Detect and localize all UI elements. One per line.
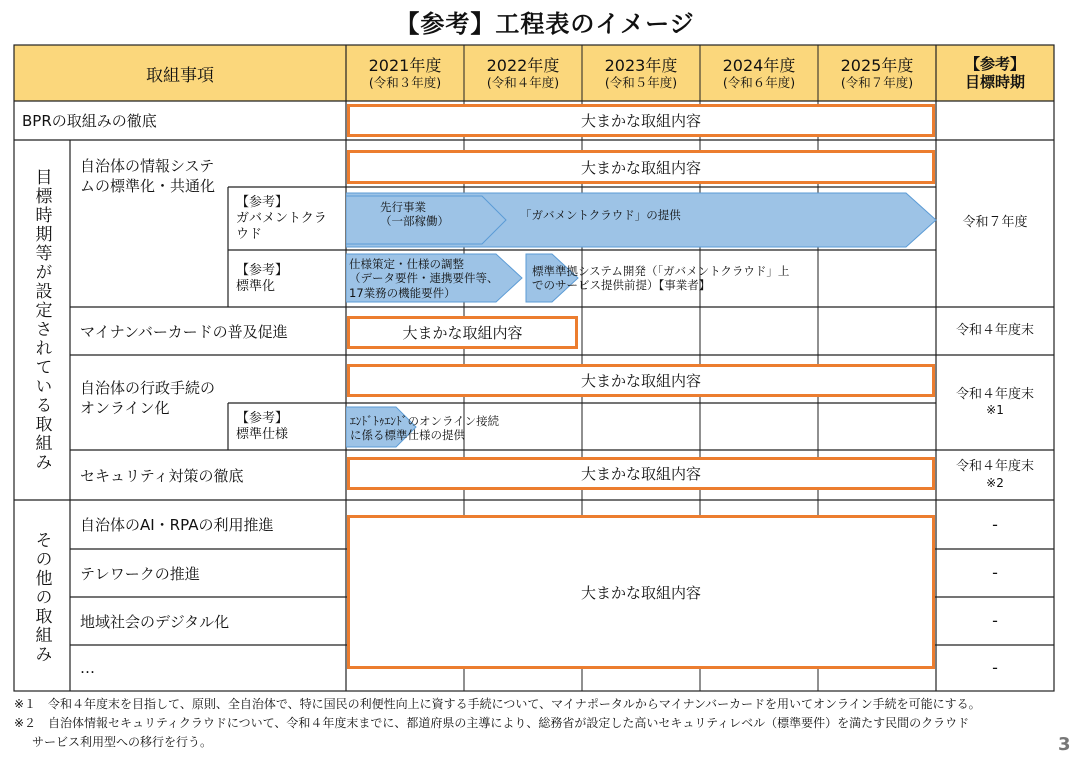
sub-label-line1: 【参考】 bbox=[236, 194, 289, 210]
target-online bbox=[936, 355, 1054, 450]
sub-label-gov-cloud bbox=[236, 190, 328, 248]
bar-security: 大まかな取組内容 bbox=[347, 457, 935, 490]
row-label-online: 自治体の行政手続のオンライン化 bbox=[80, 379, 216, 418]
bar-standardization: 大まかな取組内容 bbox=[347, 150, 935, 184]
target-regional: - bbox=[992, 611, 998, 630]
pilot-line1: 先行事業 bbox=[380, 200, 426, 214]
target-header-line1: 【参考】 bbox=[964, 55, 1025, 73]
target-mynumber: 令和４年度末 bbox=[955, 322, 1034, 338]
group-label-targeted: 目標時期等が設定されている取組み bbox=[31, 168, 52, 472]
target-more: - bbox=[992, 658, 998, 677]
spec-line2: （データ要件・連携要件等、 bbox=[349, 271, 499, 286]
target-ai-rpa: - bbox=[992, 514, 998, 534]
online-spec-line1: ｴﾝﾄﾞﾄｩｴﾝﾄﾞのオンライン接続 bbox=[350, 414, 500, 428]
page-number: 3 bbox=[1058, 734, 1071, 755]
header-target-period bbox=[936, 45, 1054, 101]
row-label-regional: 地域社会のデジタル化 bbox=[80, 612, 230, 631]
year-label: 2021年度 bbox=[368, 55, 442, 75]
target-standardization: 令和７年度 bbox=[962, 215, 1028, 231]
header-year-2021 bbox=[346, 45, 464, 101]
target-header-line2: 目標時期 bbox=[964, 73, 1025, 91]
row-label-bpr: BPRの取組みの徹底 bbox=[22, 112, 157, 130]
arrow-text-system-dev bbox=[532, 264, 832, 293]
header-year-2025 bbox=[818, 45, 936, 101]
header-year-2024 bbox=[700, 45, 818, 101]
sub-label-line2: ガバメントクラウド bbox=[236, 210, 327, 243]
era-label: (令和７年度) bbox=[840, 75, 914, 91]
header-year-2022 bbox=[464, 45, 582, 101]
bar-mynumber: 大まかな取組内容 bbox=[347, 316, 578, 349]
sysdev-line2: でのサービス提供前提）【事業者】 bbox=[532, 278, 711, 293]
era-label: (令和４年度) bbox=[486, 75, 560, 91]
arrow-text-online-spec bbox=[350, 414, 550, 443]
page-title: 【参考】工程表のイメージ bbox=[395, 10, 695, 38]
sub-label-online-ref bbox=[236, 405, 328, 449]
era-label: (令和３年度) bbox=[368, 75, 442, 91]
footnote-1: ※１ 令和４年度末を目指して、原則、全自治体で、特に国民の利便性向上に資する手続について、マイナポータルからマイナンバーカードを用いてオンライン手続を可能にする。 bbox=[14, 697, 981, 711]
sub-label-line1: 【参考】 bbox=[236, 262, 289, 278]
bar-bpr: 大まかな取組内容 bbox=[347, 104, 935, 137]
target-telework: - bbox=[992, 563, 998, 582]
arrow-text-gov-cloud: 「ガバメントクラウド」の提供 bbox=[520, 208, 681, 222]
spec-line1: 仕様策定・仕様の調整 bbox=[349, 257, 464, 271]
footnote-2-line1: ※２ 自治体情報セキュリティクラウドについて、令和４年度末までに、都道府県の主導により、総務省が設定した高いセキュリティレベル（標準要件）を満たす民間のクラウド bbox=[14, 716, 970, 730]
target-line2: ※2 bbox=[986, 475, 1004, 490]
arrow-text-spec bbox=[349, 257, 539, 300]
era-label: (令和５年度) bbox=[604, 75, 678, 91]
online-spec-line2: に係る標準仕様の提供 bbox=[350, 428, 465, 443]
target-line1: 令和４年度末 bbox=[955, 386, 1034, 402]
group-label-other: その他の取組み bbox=[31, 530, 52, 664]
bar-online: 大まかな取組内容 bbox=[347, 364, 935, 397]
pilot-line2: （一部稼働） bbox=[380, 214, 449, 229]
sub-label-line2: 標準仕様 bbox=[236, 427, 289, 442]
target-line2: ※1 bbox=[986, 403, 1004, 418]
row-label-ai-rpa: 自治体のAI・RPAの利用推進 bbox=[80, 516, 274, 534]
row-label-security: セキュリティ対策の徹底 bbox=[80, 466, 244, 485]
year-label: 2024年度 bbox=[722, 55, 796, 75]
header-year-2023 bbox=[582, 45, 700, 101]
year-label: 2022年度 bbox=[486, 55, 560, 75]
bar-other-initiatives: 大まかな取組内容 bbox=[347, 515, 935, 669]
era-label: (令和６年度) bbox=[722, 75, 796, 91]
target-line1: 令和４年度末 bbox=[955, 459, 1034, 475]
year-label: 2025年度 bbox=[840, 55, 914, 75]
row-label-more: … bbox=[80, 659, 95, 677]
year-label: 2023年度 bbox=[604, 55, 678, 75]
row-label-mynumber: マイナンバーカードの普及促進 bbox=[80, 322, 288, 341]
spec-line3: 17業務の機能要件） bbox=[349, 285, 456, 300]
row-label-standardization: 自治体の情報システムの標準化・共通化 bbox=[80, 157, 216, 196]
footnote-2-line2: サービス利用型への移行を行う。 bbox=[32, 735, 213, 749]
sysdev-line1: 標準準拠システム開発（「ガバメントクラウド」上 bbox=[532, 264, 790, 278]
sub-label-line1: 【参考】 bbox=[236, 410, 289, 426]
sub-label-std-ref bbox=[236, 253, 328, 305]
arrow-text-pilot bbox=[380, 200, 490, 229]
sub-label-line2: 標準化 bbox=[236, 279, 276, 294]
header-item-label: 取組事項 bbox=[146, 65, 214, 86]
target-security bbox=[936, 450, 1054, 500]
row-label-telework: テレワークの推進 bbox=[80, 564, 200, 583]
